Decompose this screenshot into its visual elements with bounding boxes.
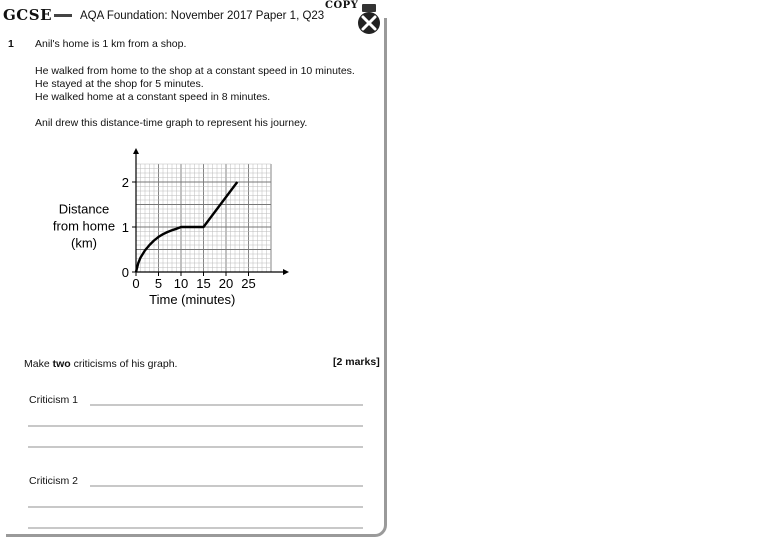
question-number: 1 bbox=[8, 38, 14, 50]
y-axis-title-line: (km) bbox=[71, 235, 97, 251]
x-axis-title: Time (minutes) bbox=[149, 292, 236, 307]
x-tick-label: 5 bbox=[154, 276, 163, 291]
x-tick-label: 10 bbox=[173, 276, 189, 291]
criticism-2-label: Criticism 2 bbox=[29, 475, 78, 487]
journey-line-2: He stayed at the shop for 5 minutes. bbox=[35, 78, 204, 90]
copy-label: COPY bbox=[325, 0, 359, 11]
y-tick-label: 2 bbox=[121, 175, 129, 190]
marks-badge: [2 marks] bbox=[333, 356, 380, 368]
x-tick-label: 15 bbox=[196, 276, 211, 291]
x-tick-label: 25 bbox=[241, 276, 256, 291]
graph-intro: Anil drew this distance-time graph to represent his journey. bbox=[35, 117, 308, 129]
x-axis-arrow bbox=[283, 269, 289, 275]
x-tick-label: 20 bbox=[218, 276, 234, 291]
source-reference: AQA Foundation: November 2017 Paper 1, Q23 bbox=[80, 10, 325, 22]
answer-line-2b[interactable] bbox=[28, 506, 363, 508]
graph-axes bbox=[132, 148, 289, 276]
answer-line-1a[interactable] bbox=[90, 404, 363, 406]
gcse-logo: GCSE bbox=[3, 6, 53, 24]
y-axis-arrow bbox=[133, 148, 139, 154]
y-tick-label: 0 bbox=[121, 265, 129, 280]
journey-line-3: He walked home at a constant speed in 8 minutes. bbox=[35, 91, 271, 103]
journey-line-1: He walked from home to the shop at a constant speed in 10 minutes. bbox=[35, 65, 355, 77]
answer-line-1c[interactable] bbox=[28, 446, 363, 448]
answer-line-2a[interactable] bbox=[90, 485, 363, 487]
x-tick-label: 0 bbox=[132, 276, 140, 291]
y-axis-title-line: Distance bbox=[58, 201, 110, 217]
y-axis-title-line: from home bbox=[52, 218, 116, 234]
question-intro: Anil's home is 1 km from a shop. bbox=[35, 38, 187, 50]
criticism-1-label: Criticism 1 bbox=[29, 394, 78, 406]
distance-time-graph bbox=[40, 140, 300, 320]
answer-line-1b[interactable] bbox=[28, 425, 363, 427]
task-instruction: Make two criticisms of his graph. bbox=[24, 358, 178, 370]
graph-grid bbox=[136, 164, 271, 272]
answer-line-2c[interactable] bbox=[28, 527, 363, 529]
y-tick-label: 1 bbox=[121, 220, 129, 235]
logo-divider bbox=[54, 14, 72, 17]
